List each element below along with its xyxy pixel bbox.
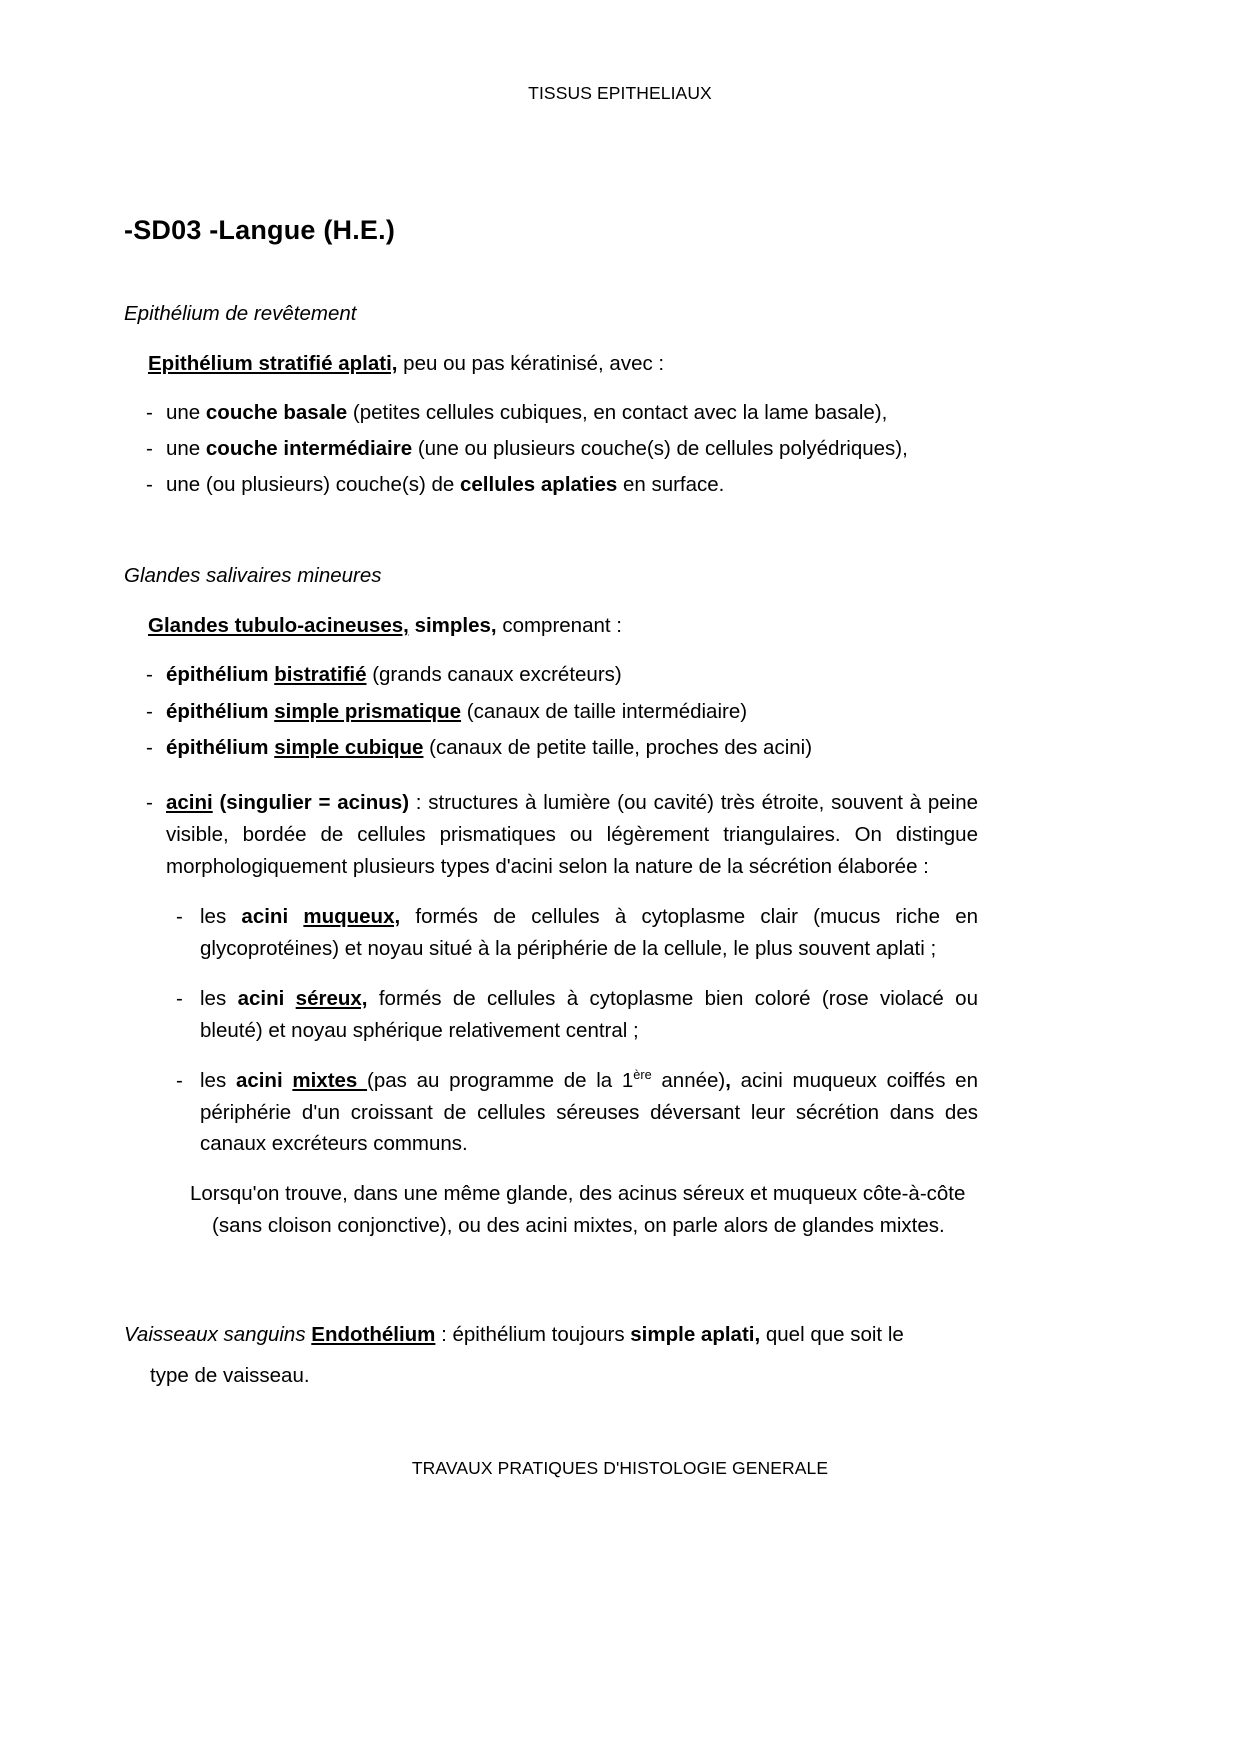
bullet-dash: -: [146, 401, 153, 424]
acini-term-paren: (singulier = acinus): [212, 790, 410, 814]
page-title: -SD03 -Langue (H.E.): [124, 215, 396, 245]
epithelium-lead: [124, 352, 980, 376]
list-item: [124, 470, 980, 500]
glandes-lead-term: Glandes tubulo-acineuses,: [148, 614, 409, 638]
list-spacer: [124, 769, 980, 787]
subbullet-post: formés de cellules à cytoplasme clair (mucus riche en glycoprotéines) et noyau situé à la périphérie de la cellule, le plus souvent aplati ;: [200, 904, 978, 960]
bullet-term: couche intermédiaire: [205, 437, 413, 461]
running-head: TISSUS EPITHELIAUX: [528, 83, 712, 103]
running-foot: TRAVAUX PRATIQUES D'HISTOLOGIE GENERALE: [411, 1458, 829, 1478]
subbullet-comma: ,: [725, 1068, 731, 1092]
epithelium-bullet-list: [124, 398, 980, 500]
glandes-lead: [124, 614, 980, 638]
epithelium-lead-rest: peu ou pas kératinisé, avec :: [397, 352, 665, 375]
list-item: [124, 434, 980, 464]
bullet-term: cellules aplaties: [460, 473, 618, 497]
bullet-pre: une: [166, 437, 206, 461]
subbullet-term: acini: [241, 904, 304, 928]
bullet-dash: -: [146, 437, 153, 461]
acini-body: : structures à lumière (ou cavité) très étroite, souvent à peine visible, bordée de cellules prismatiques ou légèrement triangulaires. On distingue morphologiquement plusieurs types d'acini selon la nature de la sécrétion élaborée :: [166, 790, 978, 878]
list-item-acini-sereux: [166, 983, 978, 1047]
bullet-dash: -: [146, 473, 153, 497]
vaisseaux-label: Vaisseaux sanguins: [124, 1323, 312, 1347]
acini-definition-list: [124, 787, 980, 1243]
subbullet-post: acini muqueux coiffés en périphérie d'un croissant de cellules séreuses déversant leur sécrétion dans des canaux excréteurs communs.: [200, 1068, 978, 1156]
subbullet-term-underline: mixtes: [292, 1068, 368, 1092]
bullet-dash: -: [146, 735, 153, 759]
bullet-dash: -: [146, 790, 153, 814]
acini-closing-paragraph: [190, 1178, 978, 1242]
bullet-term: épithélium: [166, 663, 275, 687]
subbullet-term-underline: muqueux,: [303, 904, 401, 928]
glandes-lead-rest: comprenant :: [496, 614, 622, 638]
bullet-post: (petites cellules cubiques, en contact avec la lame basale),: [347, 401, 888, 424]
section-glandes-salivaires: [124, 564, 980, 1242]
bullet-term-underline: simple prismatique: [274, 699, 462, 723]
endothelium-term: Endothélium: [311, 1323, 436, 1347]
subbullet-mid: (pas au programme de la 1: [367, 1068, 634, 1092]
subbullet-term: acini: [237, 986, 296, 1010]
vaisseaux-term: simple aplati,: [630, 1323, 761, 1347]
acini-term: acini: [166, 790, 213, 814]
bullet-term-underline: simple cubique: [274, 735, 424, 759]
vaisseaux-continuation: type de vaisseau.: [150, 1364, 310, 1388]
bullet-term: épithélium: [166, 699, 275, 723]
subbullet-pre: les: [200, 1068, 236, 1092]
bullet-dash: -: [176, 986, 183, 1010]
bullet-post: (une ou plusieurs couche(s) de cellules polyédriques),: [412, 437, 908, 461]
section-heading-epithelium: Epithélium de revêtement: [124, 302, 357, 325]
section-epithelium-revetement: [124, 302, 980, 500]
bullet-pre: une: [166, 401, 206, 424]
vaisseaux-mid: : épithélium toujours: [435, 1323, 631, 1347]
closing-line-1: Lorsqu'on trouve, dans une même glande, des acinus séreux et muqueux côte-à-côte: [190, 1182, 966, 1206]
epithelium-lead-term: Epithélium stratifié aplati,: [148, 352, 398, 375]
bullet-pre: une (ou plusieurs) couche(s) de: [166, 473, 460, 497]
bullet-term: épithélium: [166, 735, 275, 759]
bullet-post: (canaux de taille intermédiaire): [461, 699, 748, 723]
bullet-post: (grands canaux excréteurs): [366, 663, 622, 687]
section-spacer: [124, 506, 980, 564]
bullet-post: (canaux de petite taille, proches des acini): [423, 735, 813, 759]
subbullet-term: acini: [235, 1068, 293, 1092]
subbullet-mid2: année): [651, 1068, 726, 1092]
vaisseaux-post: quel que soit le: [760, 1323, 904, 1347]
bullet-post: en surface.: [617, 473, 725, 497]
bullet-dash: -: [176, 904, 183, 928]
list-item-acini: [124, 787, 980, 1243]
acini-type-list: [166, 901, 978, 1161]
glandes-bullet-list: [124, 660, 980, 762]
list-item-acini-muqueux: [166, 901, 978, 965]
subbullet-post: formés de cellules à cytoplasme bien coloré (rose violacé ou bleuté) et noyau sphérique relativement central ;: [200, 986, 978, 1042]
subbullet-pre: les: [200, 904, 242, 928]
section-vaisseaux-sanguins: [124, 1314, 980, 1396]
list-item: [124, 697, 980, 727]
subbullet-pre: les: [200, 986, 238, 1010]
bullet-dash: -: [176, 1068, 183, 1092]
bullet-term-underline: bistratifié: [274, 663, 367, 687]
list-item: [124, 733, 980, 763]
list-item: [124, 660, 980, 690]
subbullet-term-underline: séreux,: [295, 986, 368, 1010]
section-heading-glandes: Glandes salivaires mineures: [124, 564, 382, 588]
closing-line-2: (sans cloison conjonctive), ou des acini mixtes, on parle alors de glandes mixtes.: [212, 1214, 945, 1238]
bullet-term: couche basale: [205, 401, 348, 424]
list-item-acini-mixtes: [166, 1065, 978, 1161]
bullet-dash: -: [146, 699, 153, 723]
ordinal-superscript: ère: [633, 1066, 652, 1082]
bullet-dash: -: [146, 663, 153, 687]
list-item: [124, 398, 980, 428]
document-body: [124, 215, 980, 1417]
glandes-lead-bold: simples,: [408, 614, 497, 638]
